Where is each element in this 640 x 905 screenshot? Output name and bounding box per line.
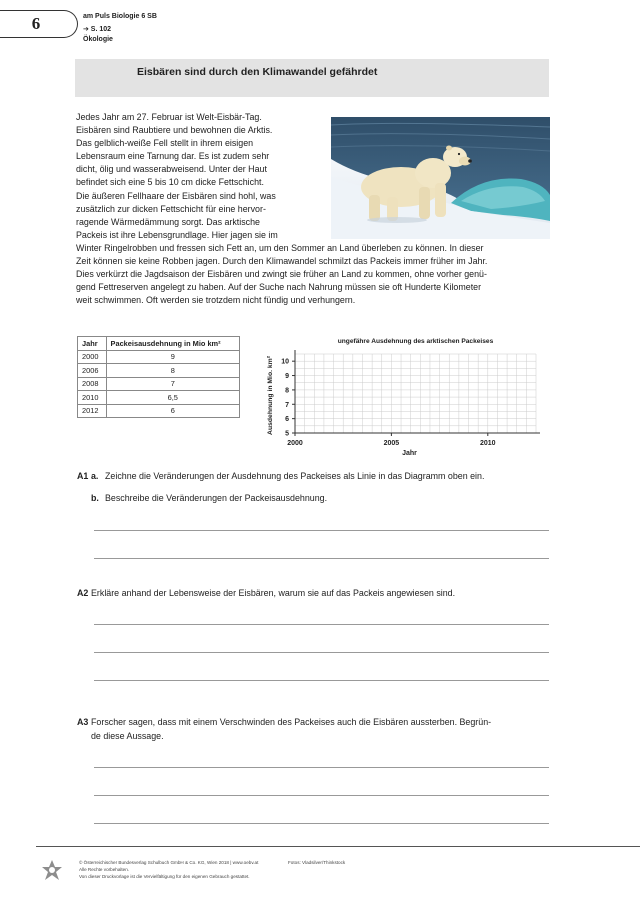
- chart-y-tick-label: 7: [285, 401, 289, 409]
- chart-x-axis-label: Jahr: [402, 450, 417, 457]
- task-number-a3: A3: [77, 717, 89, 727]
- table-cell-extent: 6: [106, 404, 239, 418]
- chart-x-tick-label: 2000: [287, 440, 303, 447]
- footer-rights: Alle Rechte vorbehalten.: [79, 867, 130, 872]
- table-row: [78, 350, 240, 364]
- intro-line: Lebensraum eine Tarnung dar. Es ist zudem sehr: [76, 151, 270, 162]
- intro-line: Eisbären sind Raubtiere und bewohnen die Arktis.: [76, 125, 273, 136]
- table-row: [78, 377, 240, 391]
- table-row: [78, 404, 240, 418]
- table-cell-year: 2010: [78, 391, 107, 405]
- intro-line: Zeit können sie keine Robben jagen. Durch den Klimawandel schmilzt das Packeis immer früher im Jahr.: [76, 256, 488, 267]
- task-number-a1: A1: [77, 471, 89, 481]
- intro-line: Packeis ist ihre Lebensgrundlage. Hier jagen sie im: [76, 229, 278, 240]
- table-cell-extent: 6,5: [106, 391, 239, 405]
- table-cell-year: 2006: [78, 364, 107, 378]
- chart-x-tick-label: 2010: [480, 440, 496, 447]
- footer-photo-credit: Fotos: Vladsilver/Thinkstock: [288, 860, 346, 865]
- intro-line: Das gelblich-weiße Fell stellt in ihrem eisigen: [76, 138, 254, 149]
- table-cell-year: 2012: [78, 404, 107, 418]
- intro-line: befindet sich eine 5 bis 10 cm dicke Fettschicht.: [76, 177, 264, 188]
- task-a1b: [91, 492, 551, 506]
- footer-copyright: © Österreichischer Bundesverlag Schulbuch GmbH & Co. KG, Wien 2018 | www.oebv.at: [79, 860, 259, 865]
- intro-line: Dies verkürzt die Jagdsaison der Eisbären und zwingt sie früher an Land zu kommen, ohne vorher genü-: [76, 269, 487, 280]
- task-a3-text-line2: de diese Aussage.: [91, 731, 164, 741]
- table-cell-extent: 8: [106, 364, 239, 378]
- ice-extent-chart: [260, 330, 550, 460]
- table-cell-year: 2008: [78, 377, 107, 391]
- chart-title: ungefähre Ausdehnung des arktischen Packeises: [337, 338, 494, 345]
- chart-y-tick-label: 10: [281, 358, 289, 366]
- answer-line[interactable]: [94, 558, 549, 559]
- answer-line[interactable]: [94, 767, 549, 768]
- footer-rule: [36, 846, 640, 847]
- task-letter-b: b.: [91, 493, 99, 503]
- table-cell-year: 2000: [78, 350, 107, 364]
- task-a3-text-line1: Forscher sagen, dass mit einem Verschwinden des Packeises auch die Eisbären aussterben. Begrün-: [91, 717, 492, 727]
- intro-line: Jedes Jahr am 27. Februar ist Welt-Eisbär-Tag.: [76, 112, 262, 122]
- table-row: [78, 364, 240, 378]
- ice-extent-table: [77, 336, 240, 418]
- answer-line[interactable]: [94, 680, 549, 681]
- chart-x-tick-label: 2005: [383, 440, 400, 447]
- table-header-year: Jahr: [78, 337, 107, 351]
- table-header-row: [78, 337, 240, 351]
- footer-permission: Von dieser Druckvorlage ist die Vervielfältigung für den eigenen Gebrauch gestattet.: [79, 874, 250, 879]
- task-a3: [77, 716, 557, 744]
- task-number-a2: A2: [77, 588, 89, 598]
- page-number: 6: [31, 14, 41, 33]
- task-letter-a: a.: [91, 471, 99, 481]
- intro-line: ragende Wärmedämmung sorgt. Das arktische: [76, 216, 260, 227]
- chart-y-tick-label: 6: [285, 416, 289, 424]
- table-cell-extent: 9: [106, 350, 239, 364]
- answer-line[interactable]: [94, 823, 549, 824]
- intro-line: Die äußeren Fellhaare der Eisbären sind hohl, was: [76, 190, 276, 201]
- table-cell-extent: 7: [106, 377, 239, 391]
- intro-line: dicht, ölig und wasserabweisend. Unter der Haut: [76, 164, 267, 175]
- worksheet-title: Eisbären sind durch den Klimawandel gefährdet: [137, 66, 378, 78]
- book-title: am Puls Biologie 6 SB: [83, 13, 157, 20]
- answer-line[interactable]: [94, 624, 549, 625]
- topic-label: Ökologie: [83, 36, 113, 43]
- task-a2: [77, 587, 557, 601]
- intro-line: gend Fettreserven angelegt zu haben. Auf der Suche nach Nahrung müssen sie oft Hunderte Kilometer: [76, 282, 482, 293]
- table-row: [78, 391, 240, 405]
- intro-line: weit schwimmen. Oft werden sie trotzdem nicht fündig und verhungern.: [76, 295, 356, 306]
- intro-line: Winter Ringelrobben und fressen sich Fett an, um den Sommer an Land überleben zu können. In dieser: [76, 242, 484, 253]
- table-header-extent: Packeisausdehnung in Mio km²: [106, 337, 239, 351]
- chart-y-tick-label: 8: [285, 387, 289, 395]
- intro-line: zusätzlich zur dicken Fettschicht für eine hervor-: [76, 203, 266, 214]
- page-reference: ➔ S. 102: [83, 26, 112, 33]
- task-a2-text: Erkläre anhand der Lebensweise der Eisbären, warum sie auf das Packeis angewiesen sind.: [91, 588, 456, 598]
- answer-line[interactable]: [94, 530, 549, 531]
- publisher-logo-icon: [40, 858, 64, 882]
- answer-line[interactable]: [94, 795, 549, 796]
- answer-line[interactable]: [94, 652, 549, 653]
- intro-text: [76, 111, 554, 307]
- task-a1b-text: Beschreibe die Veränderungen der Packeisausdehnung.: [105, 493, 328, 503]
- chart-y-tick-label: 5: [285, 430, 289, 438]
- chart-y-tick-label: 9: [285, 373, 289, 381]
- task-a1a-text: Zeichne die Veränderungen der Ausdehnung des Packeises als Linie in das Diagramm oben ein.: [105, 471, 485, 481]
- chart-y-axis-label: Ausdehnung in Mio. km²: [267, 356, 274, 435]
- title-bar: [75, 59, 549, 97]
- task-a1a: [77, 470, 557, 484]
